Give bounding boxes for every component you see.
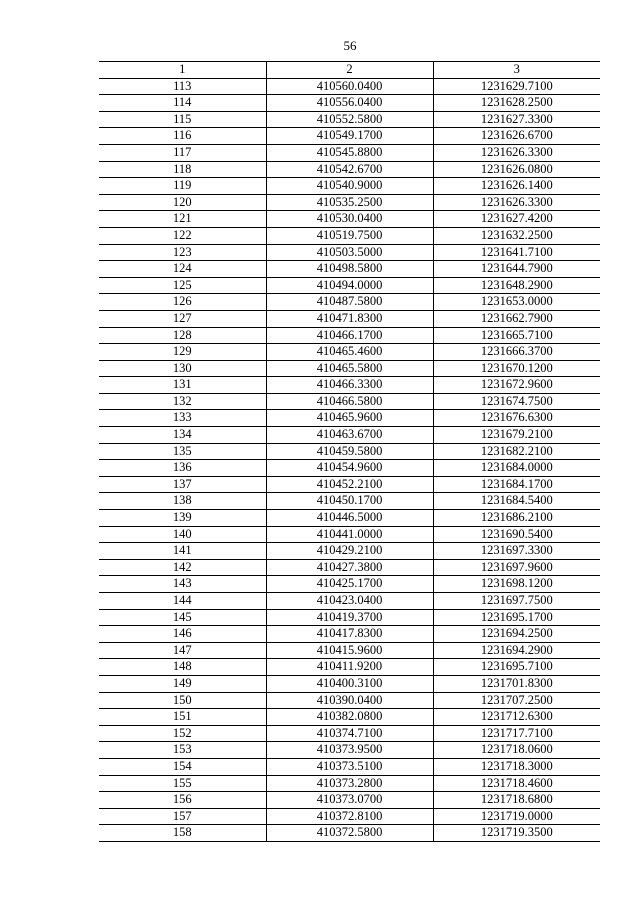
table-row — [99, 543, 600, 560]
x-coordinate-cell: 410419.3700 — [266, 609, 433, 626]
x-coordinate-cell: 410556.0400 — [266, 95, 433, 112]
y-coordinate-cell: 1231662.7900 — [433, 310, 600, 327]
x-coordinate-cell: 410441.0000 — [266, 526, 433, 543]
x-coordinate-cell: 410465.4600 — [266, 344, 433, 361]
y-coordinate-cell: 1231718.4600 — [433, 775, 600, 792]
y-coordinate-cell: 1231626.6700 — [433, 128, 600, 145]
table-row — [99, 559, 600, 576]
table-row — [99, 95, 600, 112]
x-coordinate-cell: 410549.1700 — [266, 128, 433, 145]
table-header — [99, 62, 600, 79]
y-coordinate-cell: 1231695.1700 — [433, 609, 600, 626]
y-coordinate-cell: 1231674.7500 — [433, 393, 600, 410]
table-row — [99, 792, 600, 809]
y-coordinate-cell: 1231719.3500 — [433, 825, 600, 842]
y-coordinate-cell: 1231718.6800 — [433, 792, 600, 809]
point-number-cell: 135 — [99, 443, 266, 460]
x-coordinate-cell: 410560.0400 — [266, 78, 433, 95]
x-coordinate-cell: 410466.3300 — [266, 377, 433, 394]
point-number-cell: 128 — [99, 327, 266, 344]
y-coordinate-cell: 1231717.7100 — [433, 725, 600, 742]
y-coordinate-cell: 1231648.2900 — [433, 277, 600, 294]
x-coordinate-cell: 410373.9500 — [266, 742, 433, 759]
x-coordinate-cell: 410459.5800 — [266, 443, 433, 460]
y-coordinate-cell: 1231627.4200 — [433, 211, 600, 228]
table-row — [99, 526, 600, 543]
table-row — [99, 593, 600, 610]
table-row — [99, 709, 600, 726]
table-row — [99, 211, 600, 228]
table-row — [99, 476, 600, 493]
column-header-2: 2 — [266, 62, 433, 79]
point-number-cell: 146 — [99, 626, 266, 643]
point-number-cell: 143 — [99, 576, 266, 593]
point-number-cell: 132 — [99, 393, 266, 410]
y-coordinate-cell: 1231627.3300 — [433, 111, 600, 128]
point-number-cell: 148 — [99, 659, 266, 676]
y-coordinate-cell: 1231697.9600 — [433, 559, 600, 576]
x-coordinate-cell: 410503.5000 — [266, 244, 433, 261]
x-coordinate-cell: 410498.5800 — [266, 261, 433, 278]
point-number-cell: 155 — [99, 775, 266, 792]
table-row — [99, 443, 600, 460]
x-coordinate-cell: 410466.5800 — [266, 393, 433, 410]
x-coordinate-cell: 410494.0000 — [266, 277, 433, 294]
x-coordinate-cell: 410545.8800 — [266, 144, 433, 161]
table-row — [99, 825, 600, 842]
x-coordinate-cell: 410415.9600 — [266, 642, 433, 659]
table-row — [99, 244, 600, 261]
table-row — [99, 261, 600, 278]
x-coordinate-cell: 410427.3800 — [266, 559, 433, 576]
table-row — [99, 310, 600, 327]
table-row — [99, 393, 600, 410]
point-number-cell: 140 — [99, 526, 266, 543]
y-coordinate-cell: 1231694.2500 — [433, 626, 600, 643]
y-coordinate-cell: 1231676.6300 — [433, 410, 600, 427]
x-coordinate-cell: 410400.3100 — [266, 675, 433, 692]
y-coordinate-cell: 1231697.3300 — [433, 543, 600, 560]
y-coordinate-cell: 1231690.5400 — [433, 526, 600, 543]
x-coordinate-cell: 410552.5800 — [266, 111, 433, 128]
point-number-cell: 158 — [99, 825, 266, 842]
point-number-cell: 124 — [99, 261, 266, 278]
y-coordinate-cell: 1231626.3300 — [433, 194, 600, 211]
y-coordinate-cell: 1231629.7100 — [433, 78, 600, 95]
x-coordinate-cell: 410487.5800 — [266, 294, 433, 311]
y-coordinate-cell: 1231679.2100 — [433, 427, 600, 444]
point-number-cell: 131 — [99, 377, 266, 394]
point-number-cell: 134 — [99, 427, 266, 444]
point-number-cell: 139 — [99, 510, 266, 527]
y-coordinate-cell: 1231670.1200 — [433, 360, 600, 377]
x-coordinate-cell: 410465.9600 — [266, 410, 433, 427]
table-row — [99, 775, 600, 792]
y-coordinate-cell: 1231701.8300 — [433, 675, 600, 692]
table-row — [99, 659, 600, 676]
point-number-cell: 149 — [99, 675, 266, 692]
x-coordinate-cell: 410465.5800 — [266, 360, 433, 377]
point-number-cell: 133 — [99, 410, 266, 427]
point-number-cell: 142 — [99, 559, 266, 576]
table-row — [99, 410, 600, 427]
x-coordinate-cell: 410373.2800 — [266, 775, 433, 792]
x-coordinate-cell: 410417.8300 — [266, 626, 433, 643]
y-coordinate-cell: 1231695.7100 — [433, 659, 600, 676]
point-number-cell: 127 — [99, 310, 266, 327]
table-row — [99, 758, 600, 775]
point-number-cell: 114 — [99, 95, 266, 112]
table-row — [99, 111, 600, 128]
x-coordinate-cell: 410454.9600 — [266, 460, 433, 477]
y-coordinate-cell: 1231694.2900 — [433, 642, 600, 659]
point-number-cell: 150 — [99, 692, 266, 709]
y-coordinate-cell: 1231644.7900 — [433, 261, 600, 278]
y-coordinate-cell: 1231653.0000 — [433, 294, 600, 311]
x-coordinate-cell: 410446.5000 — [266, 510, 433, 527]
x-coordinate-cell: 410530.0400 — [266, 211, 433, 228]
table-row — [99, 609, 600, 626]
column-header-3: 3 — [433, 62, 600, 79]
point-number-cell: 121 — [99, 211, 266, 228]
point-number-cell: 123 — [99, 244, 266, 261]
y-coordinate-cell: 1231684.0000 — [433, 460, 600, 477]
point-number-cell: 138 — [99, 493, 266, 510]
x-coordinate-cell: 410423.0400 — [266, 593, 433, 610]
table-row — [99, 78, 600, 95]
y-coordinate-cell: 1231719.0000 — [433, 808, 600, 825]
point-number-cell: 145 — [99, 609, 266, 626]
y-coordinate-cell: 1231707.2500 — [433, 692, 600, 709]
point-number-cell: 113 — [99, 78, 266, 95]
table-row — [99, 377, 600, 394]
table-row — [99, 675, 600, 692]
x-coordinate-cell: 410372.5800 — [266, 825, 433, 842]
point-number-cell: 129 — [99, 344, 266, 361]
point-number-cell: 117 — [99, 144, 266, 161]
table-row — [99, 692, 600, 709]
x-coordinate-cell: 410471.8300 — [266, 310, 433, 327]
header-row — [99, 62, 600, 79]
point-number-cell: 126 — [99, 294, 266, 311]
y-coordinate-cell: 1231684.5400 — [433, 493, 600, 510]
table-row — [99, 178, 600, 195]
x-coordinate-cell: 410382.0800 — [266, 709, 433, 726]
table-row — [99, 128, 600, 145]
point-number-cell: 141 — [99, 543, 266, 560]
point-number-cell: 120 — [99, 194, 266, 211]
column-header-1: 1 — [99, 62, 266, 79]
y-coordinate-cell: 1231672.9600 — [433, 377, 600, 394]
table-row — [99, 344, 600, 361]
y-coordinate-cell: 1231632.2500 — [433, 227, 600, 244]
x-coordinate-cell: 410542.6700 — [266, 161, 433, 178]
point-number-cell: 116 — [99, 128, 266, 145]
x-coordinate-cell: 410519.7500 — [266, 227, 433, 244]
table-row — [99, 194, 600, 211]
point-number-cell: 125 — [99, 277, 266, 294]
table-row — [99, 227, 600, 244]
point-number-cell: 151 — [99, 709, 266, 726]
table-row — [99, 576, 600, 593]
table-row — [99, 626, 600, 643]
table-body — [99, 78, 600, 841]
y-coordinate-cell: 1231718.0600 — [433, 742, 600, 759]
point-number-cell: 118 — [99, 161, 266, 178]
x-coordinate-cell: 410374.7100 — [266, 725, 433, 742]
y-coordinate-cell: 1231626.3300 — [433, 144, 600, 161]
table-row — [99, 460, 600, 477]
y-coordinate-cell: 1231666.3700 — [433, 344, 600, 361]
y-coordinate-cell: 1231628.2500 — [433, 95, 600, 112]
y-coordinate-cell: 1231626.1400 — [433, 178, 600, 195]
x-coordinate-cell: 410373.5100 — [266, 758, 433, 775]
table-row — [99, 161, 600, 178]
y-coordinate-cell: 1231697.7500 — [433, 593, 600, 610]
x-coordinate-cell: 410452.2100 — [266, 476, 433, 493]
table-row — [99, 294, 600, 311]
table-row — [99, 510, 600, 527]
y-coordinate-cell: 1231641.7100 — [433, 244, 600, 261]
table-row — [99, 642, 600, 659]
table-row — [99, 493, 600, 510]
table-row — [99, 808, 600, 825]
point-number-cell: 144 — [99, 593, 266, 610]
y-coordinate-cell: 1231686.2100 — [433, 510, 600, 527]
point-number-cell: 154 — [99, 758, 266, 775]
y-coordinate-cell: 1231718.3000 — [433, 758, 600, 775]
x-coordinate-cell: 410411.9200 — [266, 659, 433, 676]
table-row — [99, 742, 600, 759]
x-coordinate-cell: 410373.0700 — [266, 792, 433, 809]
coordinates-table — [99, 61, 600, 842]
x-coordinate-cell: 410535.2500 — [266, 194, 433, 211]
x-coordinate-cell: 410429.2100 — [266, 543, 433, 560]
point-number-cell: 136 — [99, 460, 266, 477]
point-number-cell: 157 — [99, 808, 266, 825]
x-coordinate-cell: 410450.1700 — [266, 493, 433, 510]
point-number-cell: 137 — [99, 476, 266, 493]
point-number-cell: 130 — [99, 360, 266, 377]
point-number-cell: 119 — [99, 178, 266, 195]
table-row — [99, 144, 600, 161]
table-row — [99, 725, 600, 742]
y-coordinate-cell: 1231665.7100 — [433, 327, 600, 344]
x-coordinate-cell: 410390.0400 — [266, 692, 433, 709]
x-coordinate-cell: 410372.8100 — [266, 808, 433, 825]
x-coordinate-cell: 410463.6700 — [266, 427, 433, 444]
y-coordinate-cell: 1231626.0800 — [433, 161, 600, 178]
point-number-cell: 147 — [99, 642, 266, 659]
y-coordinate-cell: 1231684.1700 — [433, 476, 600, 493]
point-number-cell: 115 — [99, 111, 266, 128]
table-row — [99, 427, 600, 444]
table-row — [99, 360, 600, 377]
page-number: 56 — [343, 38, 357, 53]
y-coordinate-cell: 1231712.6300 — [433, 709, 600, 726]
point-number-cell: 122 — [99, 227, 266, 244]
point-number-cell: 156 — [99, 792, 266, 809]
table-row — [99, 327, 600, 344]
point-number-cell: 152 — [99, 725, 266, 742]
point-number-cell: 153 — [99, 742, 266, 759]
y-coordinate-cell: 1231698.1200 — [433, 576, 600, 593]
y-coordinate-cell: 1231682.2100 — [433, 443, 600, 460]
table-row — [99, 277, 600, 294]
x-coordinate-cell: 410425.1700 — [266, 576, 433, 593]
x-coordinate-cell: 410540.9000 — [266, 178, 433, 195]
x-coordinate-cell: 410466.1700 — [266, 327, 433, 344]
